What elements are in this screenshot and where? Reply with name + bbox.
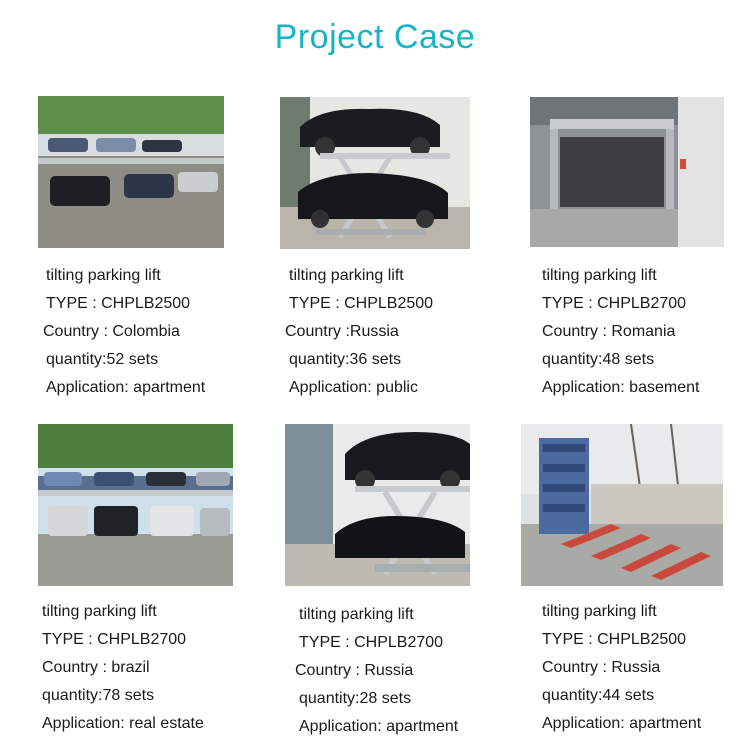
parking-lift-photo	[530, 97, 724, 247]
case-type: TYPE : CHPLB2500	[542, 631, 687, 648]
parking-lift-photo	[521, 424, 723, 586]
case-application: Application: apartment	[46, 379, 206, 396]
case-type: TYPE : CHPLB2700	[42, 631, 187, 648]
case-country: Country : Russia	[542, 659, 661, 676]
case-5-details	[295, 601, 459, 741]
case-3-details	[542, 262, 699, 402]
case-4-details	[42, 598, 204, 738]
case-type: TYPE : CHPLB2700	[542, 295, 687, 312]
case-4-photo	[38, 424, 233, 586]
case-application: Application: real estate	[42, 715, 204, 732]
case-quantity: quantity:48 sets	[542, 351, 655, 368]
case-application: Application: public	[289, 379, 418, 396]
case-1-photo	[38, 96, 224, 248]
case-application: Application: apartment	[542, 715, 702, 732]
case-2-photo	[280, 97, 470, 249]
case-name: tilting parking lift	[299, 606, 414, 623]
case-type: TYPE : CHPLB2700	[299, 634, 444, 651]
case-6-photo	[521, 424, 723, 586]
parking-lift-photo	[280, 97, 470, 249]
case-country: Country :Russia	[285, 323, 399, 340]
parking-lift-photo	[38, 424, 233, 586]
case-name: tilting parking lift	[42, 603, 157, 620]
case-2-details	[285, 262, 434, 402]
case-name: tilting parking lift	[289, 267, 404, 284]
case-country: Country : Romania	[542, 323, 676, 340]
parking-lift-photo	[285, 424, 470, 586]
case-application: Application: basement	[542, 379, 700, 396]
case-name: tilting parking lift	[46, 267, 161, 284]
case-1-details	[43, 262, 206, 402]
case-quantity: quantity:52 sets	[46, 351, 159, 368]
case-application: Application: apartment	[299, 718, 459, 735]
case-name: tilting parking lift	[542, 267, 657, 284]
case-5-photo	[285, 424, 470, 586]
case-country: Country : Colombia	[43, 323, 180, 340]
case-country: Country : Russia	[295, 662, 414, 679]
case-6-details	[542, 598, 701, 738]
case-quantity: quantity:78 sets	[42, 687, 155, 704]
case-3-photo	[530, 97, 724, 247]
page-title: Project Case	[274, 18, 476, 56]
case-type: TYPE : CHPLB2500	[289, 295, 434, 312]
case-type: TYPE : CHPLB2500	[46, 295, 191, 312]
case-name: tilting parking lift	[542, 603, 657, 620]
case-country: Country : brazil	[42, 659, 150, 676]
case-quantity: quantity:44 sets	[542, 687, 655, 704]
case-quantity: quantity:28 sets	[299, 690, 412, 707]
parking-lift-photo	[38, 96, 224, 248]
case-quantity: quantity:36 sets	[289, 351, 402, 368]
